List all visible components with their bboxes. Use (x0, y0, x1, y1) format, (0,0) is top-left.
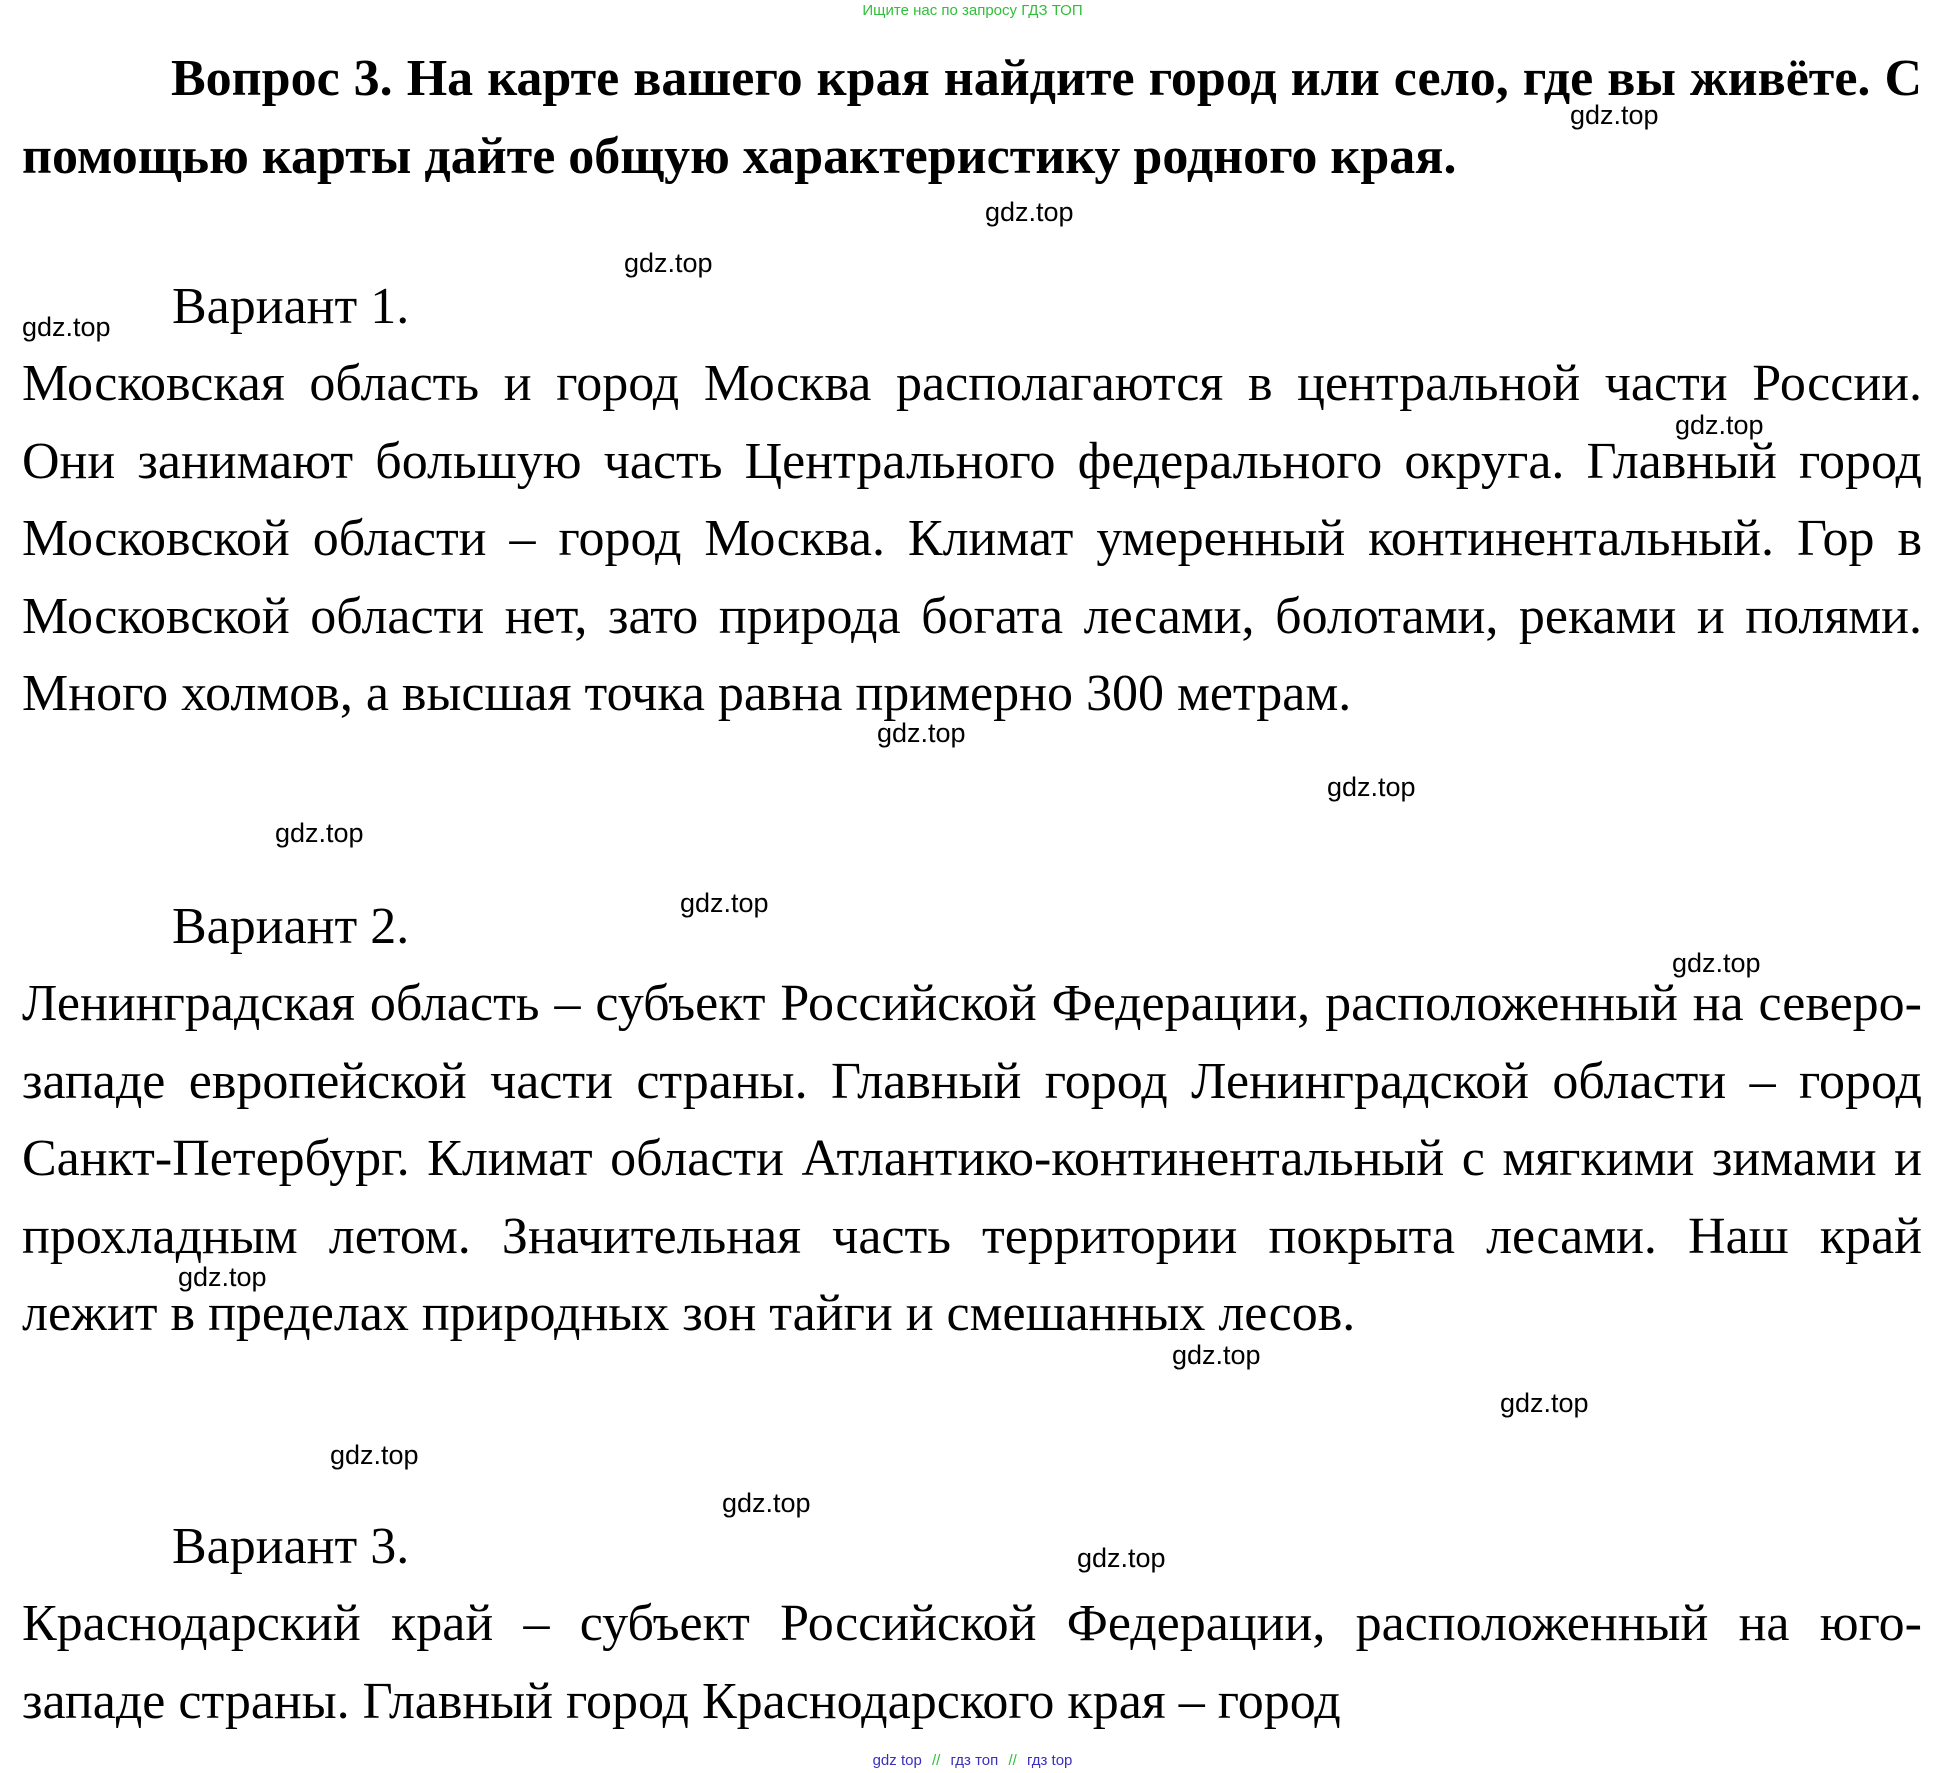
watermark: gdz.top (877, 718, 966, 748)
watermark: gdz.top (330, 1440, 419, 1470)
watermark: gdz.top (985, 197, 1074, 227)
variant-2-text: Ленинградская область – субъект Российской Федерации, расположенный на северо-западе европейской части страны. Главный город Ленинградской области – город Санкт-Петербург. Климат области Атлантико-континентальный с мягкими зимами и прохладным летом. Значительная часть территории покрыта лесами. Наш край лежит в пределах природных зон тайги и смешанных лесов. (22, 975, 1922, 1342)
watermark: gdz.top (1172, 1340, 1261, 1370)
watermark: gdz.top (1327, 772, 1416, 802)
variant-1-title: Вариант 1. (172, 278, 410, 335)
footer-separator: // (1008, 1752, 1017, 1769)
variant-2-title: Вариант 2. (172, 898, 410, 955)
watermark: gdz.top (1675, 410, 1764, 440)
footer-link[interactable]: гдз топ (950, 1752, 999, 1769)
watermark: gdz.top (275, 818, 364, 848)
watermark: gdz.top (722, 1488, 811, 1518)
bottom-footer (0, 1752, 1945, 1770)
footer-separator: // (931, 1752, 941, 1769)
watermark: gdz.top (22, 312, 111, 342)
watermark: gdz.top (624, 248, 713, 278)
watermark: gdz.top (178, 1262, 267, 1292)
watermark: gdz.top (1077, 1543, 1166, 1573)
footer-link[interactable]: gdz top (872, 1752, 922, 1769)
variant-3-text: Краснодарский край – субъект Российской Федерации, расположенный на юго-западе страны. Главный город Краснодарского края – город (22, 1595, 1922, 1730)
variant-3-title: Вариант 3. (172, 1518, 410, 1575)
top-banner: Ищите нас по запросу ГДЗ ТОП (862, 2, 1083, 19)
watermark: gdz.top (1570, 100, 1659, 130)
watermark: gdz.top (1500, 1388, 1589, 1418)
question-heading: Вопрос 3. На карте вашего края найдите город или село, где вы живёте. С помощью карты дайте общую характеристику родного края. (22, 50, 1922, 185)
footer-link[interactable]: гдз top (1026, 1752, 1073, 1769)
watermark: gdz.top (680, 888, 769, 918)
watermark: gdz.top (1672, 948, 1761, 978)
variant-1-text: Московская область и город Москва располагаются в центральной части России. Они занимают большую часть Центрального федерального округа. Главный город Московской области – город Москва. Климат умеренный континентальный. Гор в Московской области нет, зато природа богата лесами, болотами, реками и полями. Много холмов, а высшая точка равна примерно 300 метрам. (22, 355, 1922, 722)
